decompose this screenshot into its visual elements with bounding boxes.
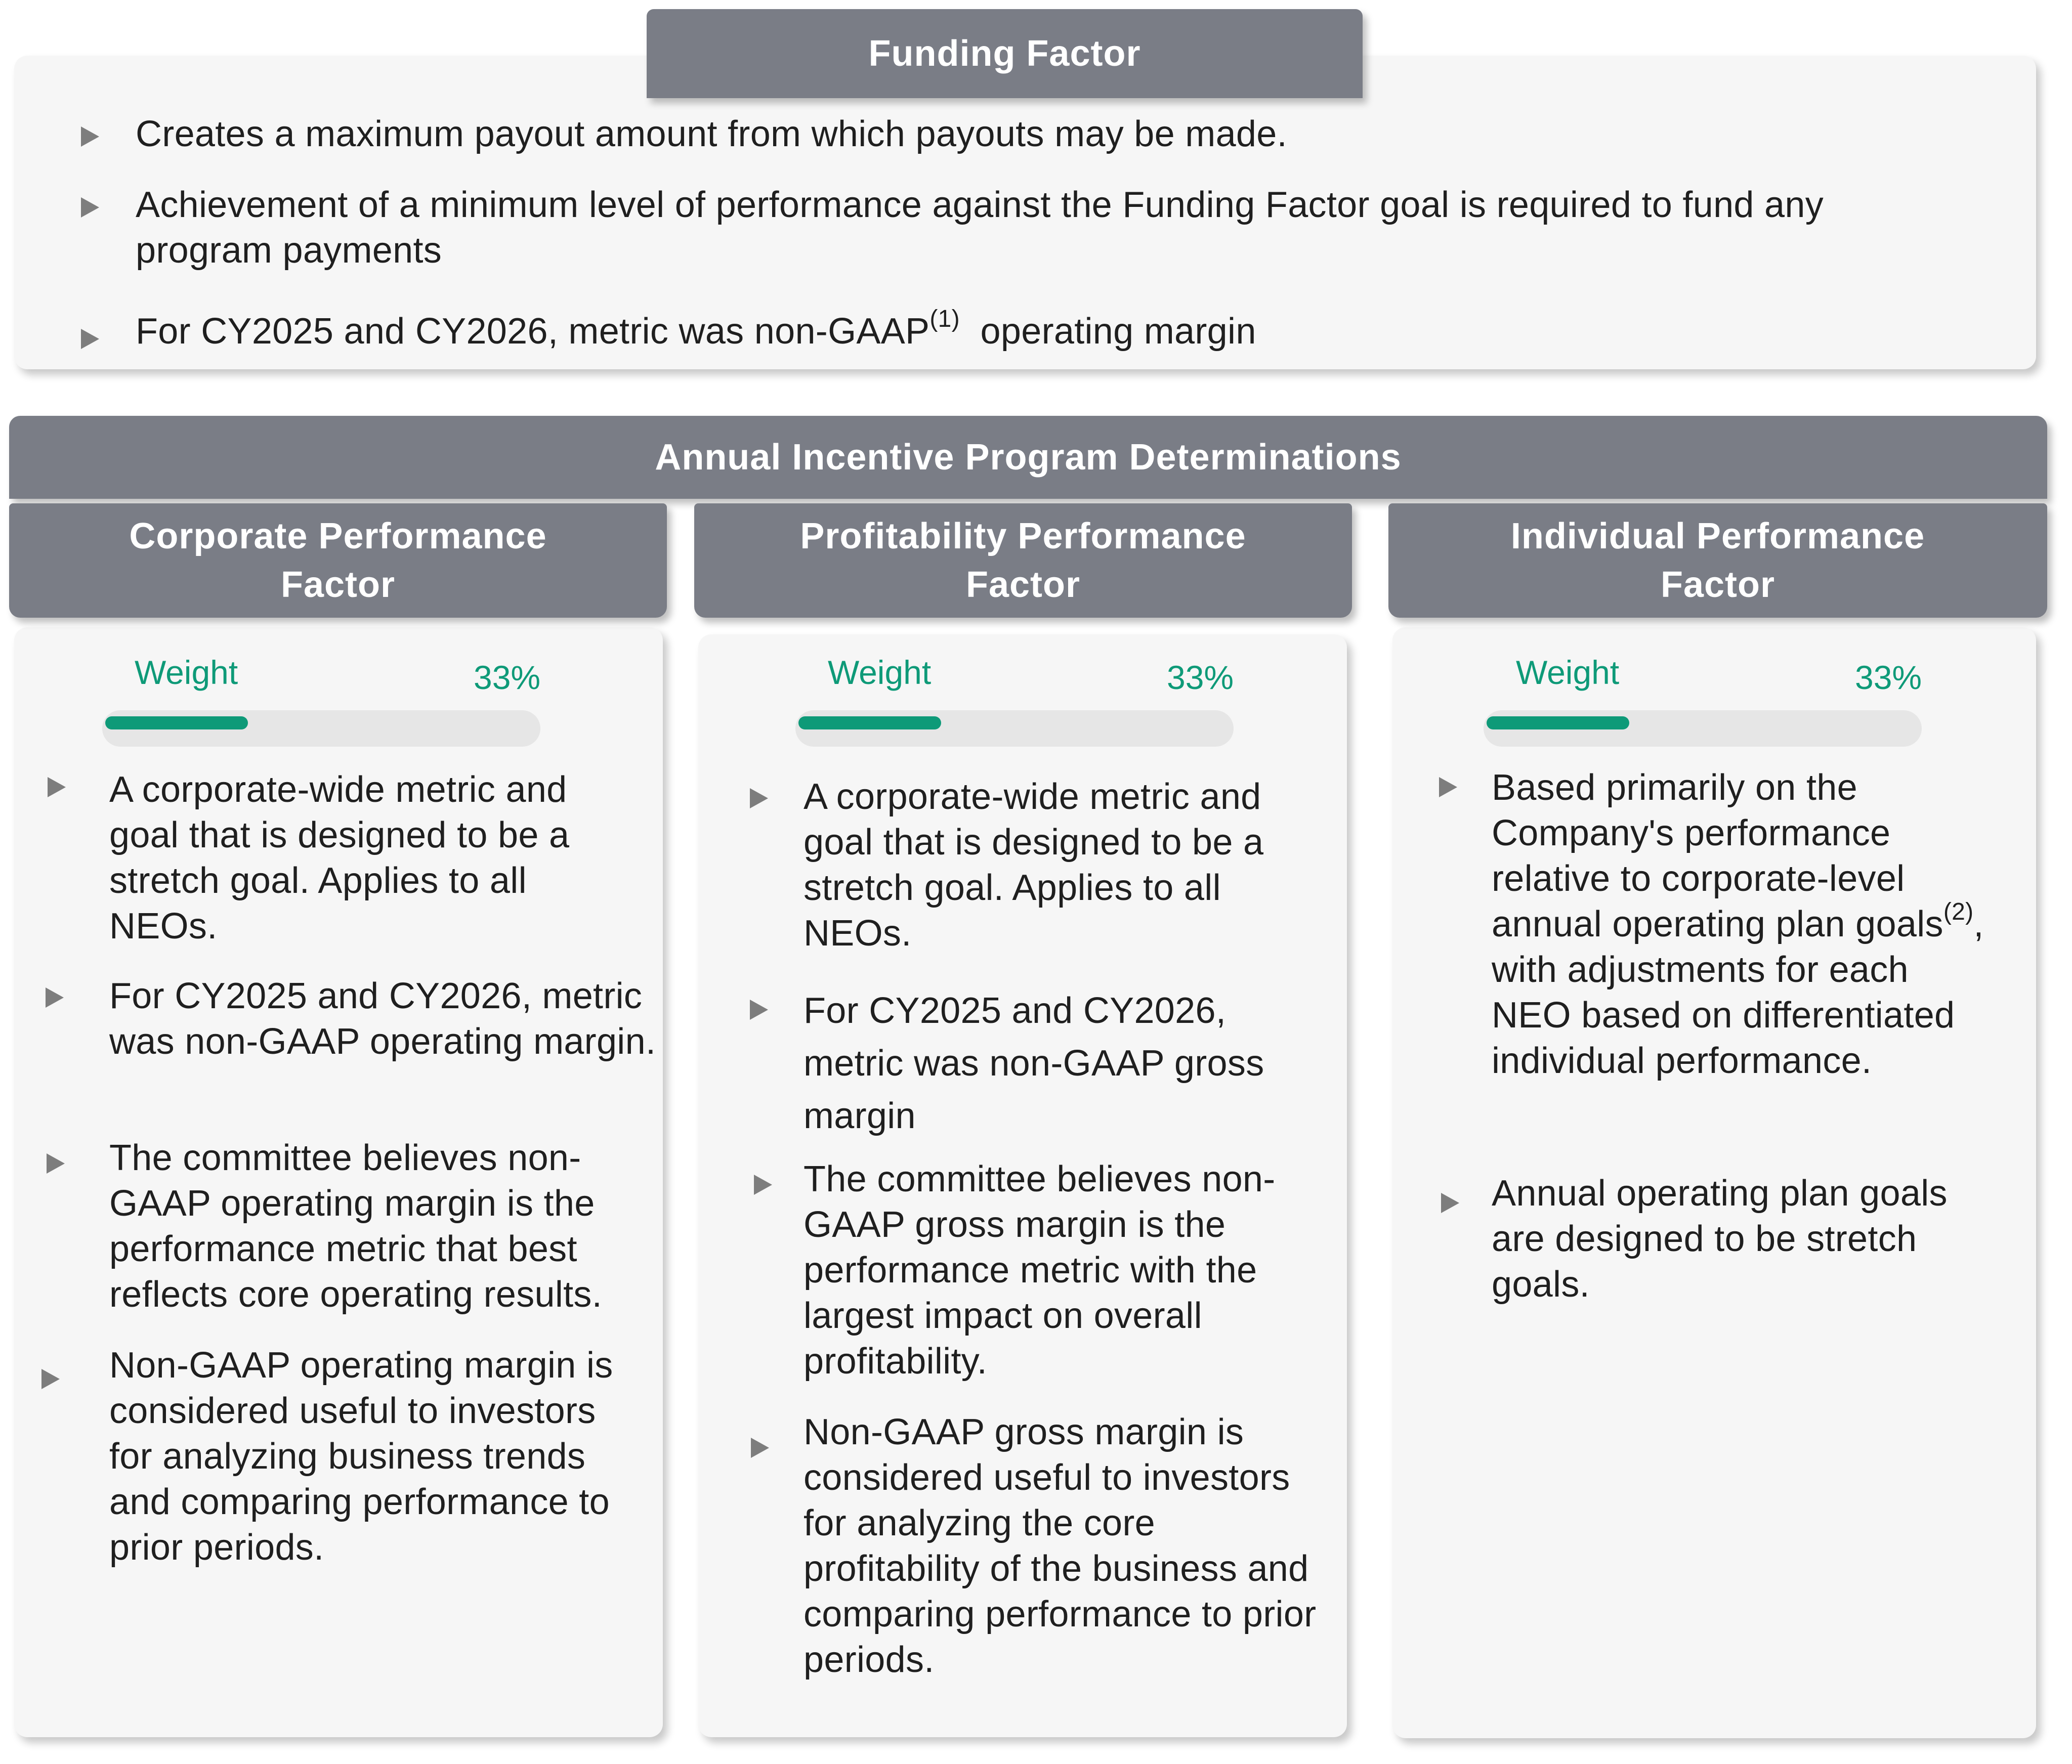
corporate-performance-header: Corporate Performance Factor: [9, 503, 667, 618]
program-title-bar: Annual Incentive Program Determinations: [9, 416, 2047, 499]
bullet-arrow-icon: [48, 777, 66, 797]
individual-weight-bar-fill: [1487, 716, 1629, 729]
funding-factor-panel: Creates a maximum payout amount from which payouts may be made. Achievement of a minimum level of performance against the Funding Factor goal is required to fund any program payments For CY2025 and CY2026, metric was non-GAAP$^{(1)}$ operating margin: [14, 56, 2036, 369]
bullet-arrow-icon: [81, 197, 99, 218]
bullet-arrow-icon: [41, 1369, 60, 1389]
bullet-arrow-icon: [46, 987, 64, 1008]
individual-weight-bar: [1484, 710, 1922, 747]
bullet-arrow-icon: [47, 1153, 65, 1174]
bullet-arrow-icon: [81, 329, 99, 349]
profitability-weight-label: Weight: [828, 654, 932, 691]
corporate-weight-value: 33%: [474, 659, 541, 696]
profitability-weight-value: 33%: [1167, 659, 1234, 696]
profitability-weight-bar: [795, 710, 1234, 747]
profitability-performance-header: Profitability Performance Factor: [694, 503, 1352, 618]
bullet-arrow-icon: [81, 126, 99, 147]
corporate-weight-bar: [102, 710, 540, 747]
funding-factor-title: Funding Factor: [647, 9, 1363, 98]
bullet-arrow-icon: [750, 788, 768, 808]
profitability-weight-bar-fill: [798, 716, 941, 729]
individual-weight-label: Weight: [1516, 654, 1620, 691]
individual-weight-value: 33%: [1855, 659, 1922, 696]
bullet-arrow-icon: [1439, 777, 1457, 797]
corporate-weight-label: Weight: [135, 654, 238, 691]
corporate-weight-bar-fill: [105, 716, 248, 729]
bullet-arrow-icon: [754, 1175, 772, 1195]
bullet-arrow-icon: [751, 1438, 769, 1458]
individual-performance-header: Individual Performance Factor: [1388, 503, 2047, 618]
bullet-arrow-icon: [1441, 1193, 1459, 1213]
bullet-arrow-icon: [750, 1000, 768, 1020]
